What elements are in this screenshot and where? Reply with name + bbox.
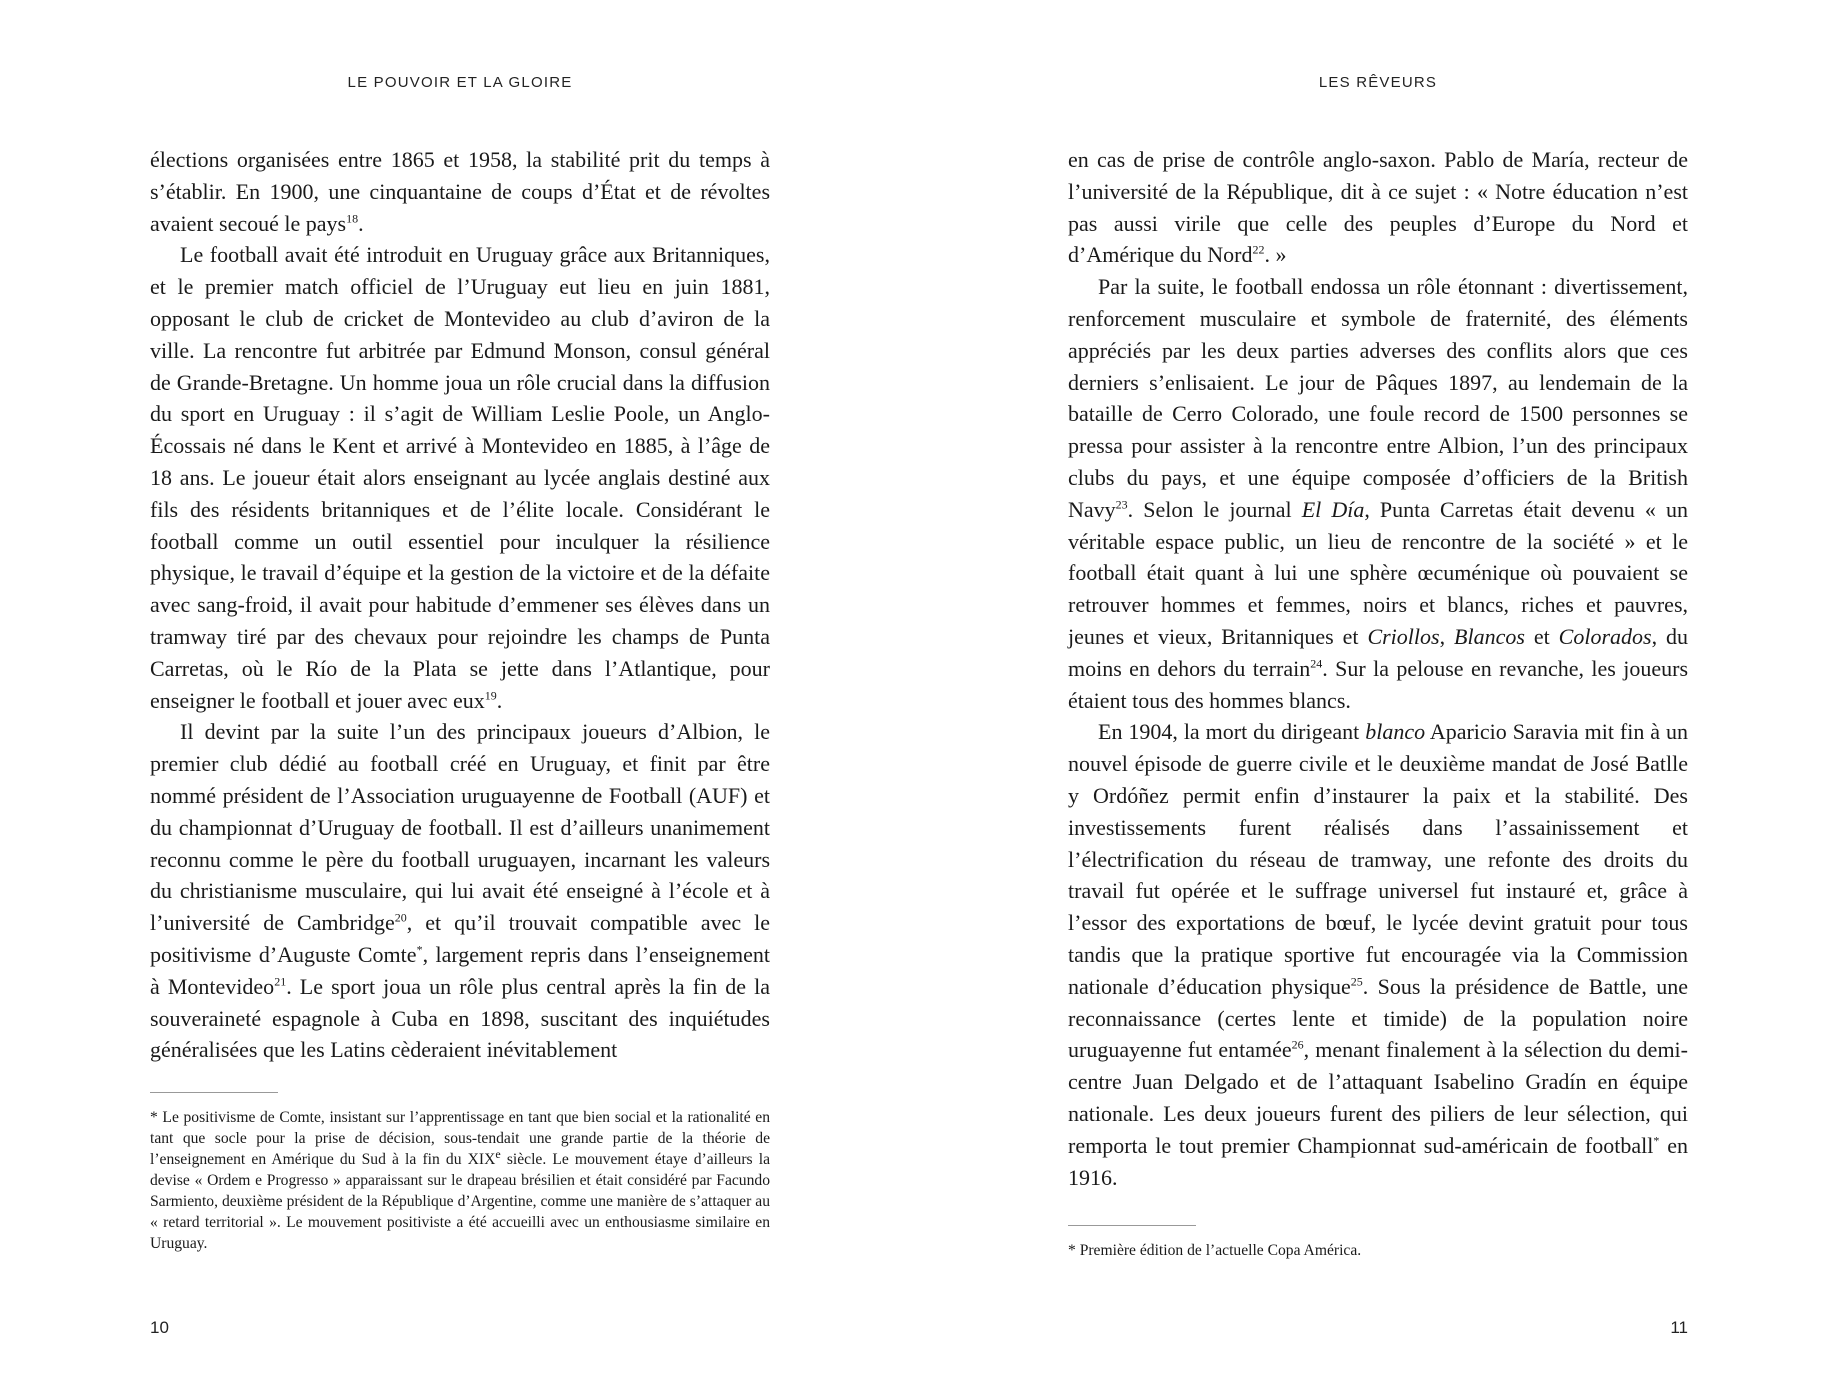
- text: .: [496, 687, 503, 713]
- text: . Le sport joua un rôle plus central après la fin de la souveraineté espagnole à Cuba en 1898, suscitant des inquiétudes généralisées que les Latins cèderaient inévitablement: [150, 973, 770, 1063]
- text: en cas de prise de contrôle anglo-saxon. Pablo de María, recteur de l’université de la République, dit à ce sujet : « Notre éducation n’est pas aussi virile que celle des peuples d’Europe du Nord et d’Amérique du Nord: [1068, 147, 1688, 268]
- text: , largement repris dans l’enseignement à Montevideo: [150, 941, 771, 999]
- running-head: LES RÊVEURS: [1318, 74, 1438, 91]
- body-text: [1068, 144, 1688, 1193]
- running-head: LE POUVOIR ET LA GLOIRE: [347, 74, 573, 91]
- paragraph: [150, 144, 770, 239]
- text: siècle. Le mouvement étaye d’ailleurs la devise « Ordem e Progresso » apparaissant sur le drapeau brésilien et était considéré par Facundo Sarmiento, deuxième président de la République d’Argentine, comme une manière de s’attaquer au « retard territorial ». Le mouvement positiviste a été accueilli avec un enthousiasme similaire en Uruguay.: [150, 1151, 770, 1252]
- page-number: 10: [150, 1318, 169, 1337]
- superscript: e: [495, 1146, 501, 1161]
- text: , Punta Carretas était devenu « un véritable espace public, un lieu de rencontre de la société » et le football était quant à lui une sphère œcuménique où pouvaient se retrouver hommes et femmes, noirs et blancs, riches et pauvres, jeunes et vieux, Britanniques et: [1068, 496, 1688, 649]
- note-reference: 26: [1291, 1037, 1304, 1052]
- text: en 1916.: [1068, 1132, 1688, 1190]
- text: , menant finalement à la sélection du demi-centre Juan Delgado et de l’attaquant Isabelino Gradín en équipe nationale. Les deux joueurs furent des piliers de leur sélection, qui remporta le tout premier Championnat sud-américain de football: [1068, 1037, 1688, 1158]
- note-reference: 24: [1310, 656, 1323, 671]
- footnote-rule: [150, 1092, 278, 1093]
- text: Il devint par la suite l’un des principaux joueurs d’Albion, le premier club dédié au football créé en Uruguay, et finit par être nommé président de l’Association uruguayenne de Football (AUF) et du championnat d’Uruguay de football. Il est d’ailleurs unanimement reconnu comme le père du football uruguayen, incarnant les valeurs du christianisme musculaire, qui lui avait été enseigné à l’école et à l’université de Cambridge: [150, 719, 770, 936]
- note-reference: 18: [346, 211, 359, 226]
- note-reference: 23: [1115, 497, 1128, 512]
- text: ,: [1439, 623, 1455, 649]
- text: .: [358, 210, 364, 236]
- text: En 1904, la mort du dirigeant: [1098, 719, 1366, 745]
- italic-text: blanco: [1365, 719, 1426, 745]
- right-page: [1068, 0, 1688, 1400]
- footnote-marker: *: [416, 942, 423, 957]
- text: , et qu’il trouvait compatible avec le positivisme d’Auguste Comte: [150, 910, 770, 967]
- italic-text: Criollos: [1367, 623, 1440, 649]
- note-reference: 20: [394, 910, 407, 925]
- text: . Sous la présidence de Battle, une reconnaissance (certes lente et timide) de la population noire uruguayenne fut entamée: [1068, 973, 1688, 1063]
- paragraph: [1068, 716, 1688, 1193]
- paragraph: [150, 716, 770, 1066]
- text: . Selon le journal: [1127, 496, 1302, 522]
- italic-text: El Día: [1301, 496, 1365, 522]
- text: Par la suite, le football endossa un rôle étonnant : divertissement, renforcement musculaire et symbole de fraternité, des éléments appréciés par les deux parties adverses des conflits alors que ces derniers s’enlisaient. Le jour de Pâques 1897, au lendemain de la bataille de Cerro Colorado, une foule record de 1500 personnes se pressa pour assister à la rencontre entre Albion, l’un des principaux clubs du pays, et une équipe composée d’officiers de la British Navy: [1068, 274, 1688, 522]
- text: * Le positivisme de Comte, insistant sur l’apprentissage en tant que bien social et la rationalité en tant que socle pour la prise de décision, sous-tendait une grande partie de la théorie de l’enseignement en Amérique du Sud à la fin du XIX: [150, 1109, 770, 1168]
- footnote-marker: *: [1653, 1133, 1660, 1148]
- text: et: [1524, 623, 1559, 649]
- page-number: 11: [1670, 1318, 1688, 1337]
- note-reference: 22: [1252, 243, 1265, 258]
- footnote: [150, 1107, 770, 1254]
- text: Le football avait été introduit en Uruguay grâce aux Britanniques, et le premier match officiel de l’Uruguay eut lieu en juin 1881, opposant le club de cricket de Montevideo au club d’aviron de la ville. La rencontre fut arbitrée par Edmund Monson, consul général de Grande-Bretagne. Un homme joua un rôle crucial dans la diffusion du sport en Uruguay : il s’agit de William Leslie Poole, un Anglo-Écossais né dans le Kent et arrivé à Montevideo en 1885, à l’âge de 18 ans. Le joueur était alors enseignant au lycée anglais destiné aux fils des résidents britanniques et de l’élite locale. Considérant le football comme un outil essentiel pour inculquer la résilience physique, le travail d’équipe et la gestion de la victoire et de la défaite avec sang-froid, il avait pour habitude d’emmener ses élèves dans un tramway tiré par des chevaux pour rejoindre les champs de Punta Carretas, où le Río de la Plata se jette dans l’Atlantique, pour enseigner le football et jouer avec eux: [150, 242, 770, 713]
- footnote-area: [1068, 1225, 1688, 1261]
- left-page: [150, 0, 770, 1400]
- italic-text: Colorados: [1558, 623, 1652, 649]
- footnote-area: [150, 1092, 770, 1254]
- italic-text: Blancos: [1454, 623, 1525, 649]
- note-reference: 19: [484, 688, 497, 703]
- note-reference: 21: [274, 974, 287, 989]
- note-reference: 25: [1350, 974, 1363, 989]
- paragraph: [1068, 271, 1688, 716]
- text: . Sur la pelouse en revanche, les joueurs étaient tous des hommes blancs.: [1068, 655, 1689, 713]
- body-text: [150, 144, 770, 1066]
- footnote-rule: [1068, 1225, 1196, 1226]
- text: . »: [1264, 242, 1287, 268]
- paragraph: [1068, 144, 1688, 271]
- paragraph: [150, 239, 770, 716]
- text: , du moins en dehors du terrain: [1068, 623, 1689, 681]
- footnote: * Première édition de l’actuelle Copa América.: [1068, 1242, 1362, 1259]
- text: Aparicio Saravia mit fin à un nouvel épisode de guerre civile et le deuxième mandat de José Batlle y Ordóñez permit enfin d’instaurer la paix et la stabilité. Des investissements furent réalisés dans l’assainissement et l’électrification du réseau de tramway, une refonte des droits du travail fut opérée et le suffrage universel fut instauré et, grâce à l’essor des exportations de bœuf, le lycée devint gratuit pour tous tandis que la pratique sportive fut encouragée via la Commission nationale d’éducation physique: [1068, 719, 1688, 999]
- text: élections organisées entre 1865 et 1958, la stabilité prit du temps à s’établir. En 1900, une cinquantaine de coups d’État et de révoltes avaient secoué le pays: [150, 147, 770, 236]
